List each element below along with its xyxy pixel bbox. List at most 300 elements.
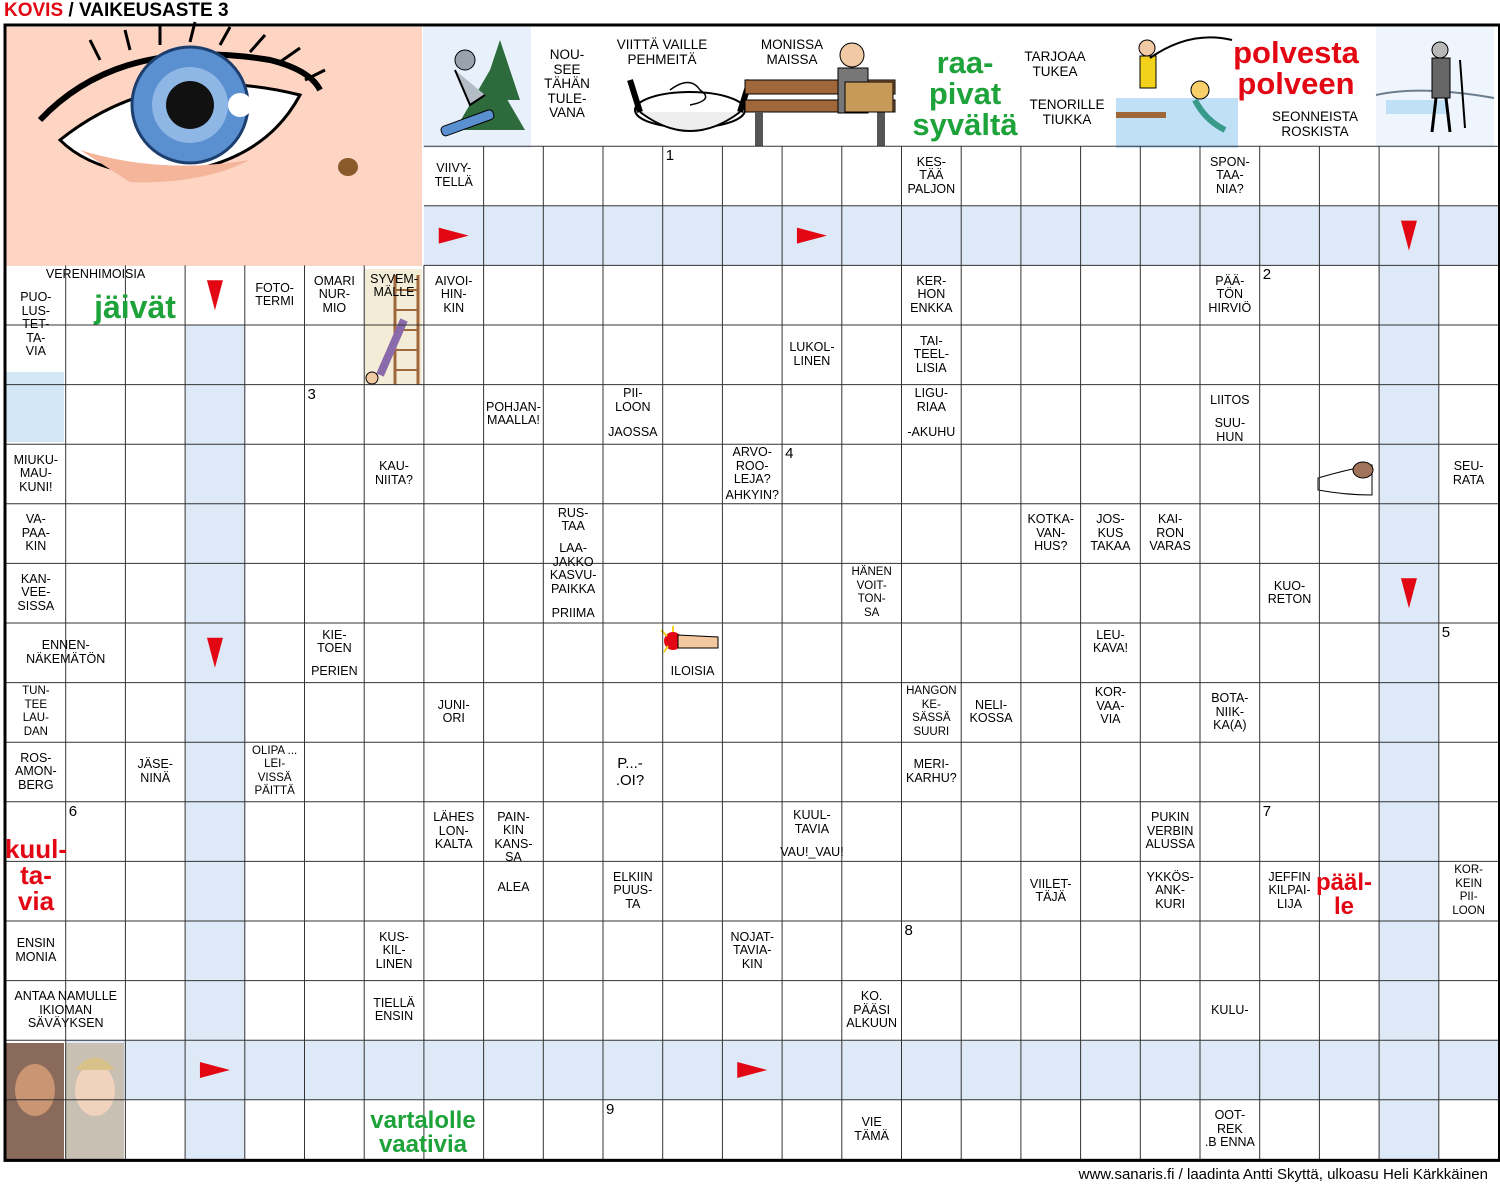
answer-cell[interactable] (484, 683, 544, 743)
answer-cell[interactable] (364, 861, 424, 921)
answer-cell[interactable] (1140, 981, 1200, 1041)
answer-cell[interactable] (1379, 444, 1439, 504)
answer-cell[interactable] (66, 1100, 126, 1160)
answer-cell[interactable] (245, 385, 305, 445)
answer-cell[interactable] (484, 206, 544, 266)
answer-cell[interactable] (364, 504, 424, 564)
answer-cell[interactable] (1379, 1040, 1439, 1100)
answer-cell[interactable] (1140, 683, 1200, 743)
answer-cell[interactable] (543, 1100, 603, 1160)
answer-cell[interactable] (484, 504, 544, 564)
answer-cell[interactable] (1140, 385, 1200, 445)
answer-cell[interactable] (1140, 1100, 1200, 1160)
answer-cell[interactable] (1081, 563, 1141, 623)
answer-cell[interactable] (902, 802, 962, 862)
answer-cell[interactable] (364, 742, 424, 802)
answer-cell[interactable] (484, 444, 544, 504)
answer-cell[interactable] (603, 206, 663, 266)
answer-cell[interactable] (1379, 861, 1439, 921)
answer-cell[interactable] (125, 623, 185, 683)
answer-cell[interactable] (305, 742, 365, 802)
answer-cell[interactable] (722, 265, 782, 325)
answer-cell[interactable] (1200, 861, 1260, 921)
answer-cell[interactable] (245, 981, 305, 1041)
answer-cell[interactable] (6, 1100, 66, 1160)
answer-cell[interactable] (1260, 1040, 1320, 1100)
answer-cell[interactable] (1319, 1040, 1379, 1100)
answer-cell[interactable] (543, 444, 603, 504)
answer-cell[interactable] (1021, 683, 1081, 743)
answer-cell[interactable] (663, 742, 723, 802)
answer-cell[interactable] (1260, 1100, 1320, 1160)
answer-cell[interactable] (1319, 921, 1379, 981)
answer-cell[interactable] (364, 385, 424, 445)
answer-cell[interactable] (1319, 1100, 1379, 1160)
answer-cell[interactable] (364, 802, 424, 862)
answer-cell[interactable] (1260, 683, 1320, 743)
answer-cell[interactable] (1319, 325, 1379, 385)
answer-cell[interactable] (1081, 206, 1141, 266)
answer-cell[interactable] (961, 861, 1021, 921)
answer-cell[interactable] (1379, 385, 1439, 445)
answer-cell[interactable] (842, 504, 902, 564)
answer-cell[interactable] (842, 802, 902, 862)
answer-cell[interactable] (1081, 444, 1141, 504)
answer-cell[interactable] (961, 742, 1021, 802)
answer-cell[interactable] (125, 1040, 185, 1100)
answer-cell[interactable] (66, 742, 126, 802)
answer-cell[interactable] (305, 683, 365, 743)
answer-cell[interactable] (125, 1100, 185, 1160)
answer-cell[interactable] (902, 206, 962, 266)
answer-cell[interactable] (66, 563, 126, 623)
answer-cell[interactable] (722, 742, 782, 802)
answer-cell[interactable] (782, 504, 842, 564)
answer-cell[interactable] (782, 385, 842, 445)
answer-cell[interactable] (125, 981, 185, 1041)
answer-cell[interactable] (305, 1100, 365, 1160)
answer-cell[interactable] (1140, 1040, 1200, 1100)
answer-cell[interactable] (603, 444, 663, 504)
answer-cell[interactable] (185, 802, 245, 862)
answer-cell[interactable] (1379, 623, 1439, 683)
answer-cell[interactable] (66, 504, 126, 564)
answer-cell[interactable] (902, 444, 962, 504)
answer-cell[interactable] (961, 1040, 1021, 1100)
answer-cell[interactable] (663, 981, 723, 1041)
answer-cell[interactable] (1439, 683, 1499, 743)
answer-cell[interactable] (902, 504, 962, 564)
answer-cell[interactable] (1319, 385, 1379, 445)
answer-cell[interactable] (1021, 921, 1081, 981)
answer-cell[interactable] (1081, 1100, 1141, 1160)
answer-cell[interactable] (245, 1040, 305, 1100)
answer-cell[interactable] (722, 206, 782, 266)
answer-cell[interactable] (1140, 325, 1200, 385)
answer-cell[interactable] (902, 981, 962, 1041)
answer-cell[interactable] (782, 981, 842, 1041)
answer-cell[interactable] (543, 385, 603, 445)
answer-cell[interactable] (961, 504, 1021, 564)
answer-cell[interactable] (722, 146, 782, 206)
answer-cell[interactable] (1439, 385, 1499, 445)
answer-cell[interactable] (663, 504, 723, 564)
answer-cell[interactable] (1439, 742, 1499, 802)
answer-cell[interactable] (961, 444, 1021, 504)
answer-cell[interactable] (1021, 265, 1081, 325)
answer-cell[interactable] (1319, 683, 1379, 743)
answer-cell[interactable] (842, 742, 902, 802)
answer-cell[interactable] (722, 683, 782, 743)
answer-cell[interactable] (1140, 146, 1200, 206)
answer-cell[interactable] (185, 742, 245, 802)
answer-cell[interactable] (603, 802, 663, 862)
answer-cell[interactable] (1439, 981, 1499, 1041)
answer-cell[interactable] (961, 1100, 1021, 1160)
answer-cell[interactable] (543, 981, 603, 1041)
answer-cell[interactable] (961, 563, 1021, 623)
answer-cell[interactable] (543, 265, 603, 325)
answer-cell[interactable] (722, 325, 782, 385)
answer-cell[interactable] (245, 504, 305, 564)
answer-cell[interactable] (185, 444, 245, 504)
answer-cell[interactable] (902, 1100, 962, 1160)
answer-cell[interactable] (842, 265, 902, 325)
answer-cell[interactable] (1379, 742, 1439, 802)
answer-cell[interactable] (125, 683, 185, 743)
answer-cell[interactable] (543, 206, 603, 266)
answer-cell[interactable] (961, 623, 1021, 683)
answer-cell[interactable] (663, 861, 723, 921)
answer-cell[interactable] (1260, 504, 1320, 564)
answer-cell[interactable] (66, 444, 126, 504)
answer-cell[interactable] (424, 325, 484, 385)
answer-cell[interactable] (305, 444, 365, 504)
answer-cell[interactable] (125, 444, 185, 504)
answer-cell[interactable] (424, 385, 484, 445)
answer-cell[interactable] (245, 683, 305, 743)
answer-cell[interactable] (1140, 623, 1200, 683)
answer-cell[interactable] (66, 1040, 126, 1100)
answer-cell[interactable] (305, 563, 365, 623)
answer-cell[interactable] (1439, 563, 1499, 623)
answer-cell[interactable] (1081, 742, 1141, 802)
answer-cell[interactable] (424, 861, 484, 921)
answer-cell[interactable] (66, 325, 126, 385)
answer-cell[interactable] (245, 921, 305, 981)
answer-cell[interactable] (424, 921, 484, 981)
answer-cell[interactable] (961, 206, 1021, 266)
answer-cell[interactable] (603, 1040, 663, 1100)
answer-cell[interactable] (543, 325, 603, 385)
answer-cell[interactable] (1081, 921, 1141, 981)
answer-cell[interactable] (1260, 146, 1320, 206)
answer-cell[interactable] (1081, 146, 1141, 206)
answer-cell[interactable] (245, 861, 305, 921)
answer-cell[interactable] (961, 921, 1021, 981)
answer-cell[interactable] (1140, 921, 1200, 981)
answer-cell[interactable] (66, 861, 126, 921)
answer-cell[interactable] (663, 1040, 723, 1100)
answer-cell[interactable] (1200, 325, 1260, 385)
answer-cell[interactable] (961, 385, 1021, 445)
answer-cell[interactable] (902, 623, 962, 683)
answer-cell[interactable] (842, 325, 902, 385)
answer-cell[interactable] (1200, 921, 1260, 981)
answer-cell[interactable] (1439, 504, 1499, 564)
answer-cell[interactable] (424, 623, 484, 683)
answer-cell[interactable] (1200, 802, 1260, 862)
answer-cell[interactable] (1021, 444, 1081, 504)
answer-cell[interactable] (663, 563, 723, 623)
answer-cell[interactable] (842, 146, 902, 206)
answer-cell[interactable] (961, 325, 1021, 385)
answer-cell[interactable] (842, 921, 902, 981)
answer-cell[interactable] (1439, 921, 1499, 981)
answer-cell[interactable] (603, 265, 663, 325)
answer-cell[interactable] (782, 683, 842, 743)
answer-cell[interactable] (1379, 1100, 1439, 1160)
answer-cell[interactable] (1200, 1040, 1260, 1100)
answer-cell[interactable] (484, 921, 544, 981)
answer-cell[interactable] (1379, 683, 1439, 743)
answer-cell[interactable] (424, 563, 484, 623)
answer-cell[interactable] (722, 802, 782, 862)
answer-cell[interactable] (185, 385, 245, 445)
answer-cell[interactable] (663, 1100, 723, 1160)
answer-cell[interactable] (663, 921, 723, 981)
answer-cell[interactable] (1319, 206, 1379, 266)
answer-cell[interactable] (484, 265, 544, 325)
answer-cell[interactable] (305, 802, 365, 862)
answer-cell[interactable] (1081, 325, 1141, 385)
answer-cell[interactable] (842, 385, 902, 445)
answer-cell[interactable] (1021, 623, 1081, 683)
answer-cell[interactable] (1379, 802, 1439, 862)
answer-cell[interactable] (1439, 1040, 1499, 1100)
answer-cell[interactable] (1021, 385, 1081, 445)
answer-cell[interactable] (543, 146, 603, 206)
answer-cell[interactable] (961, 981, 1021, 1041)
answer-cell[interactable] (245, 325, 305, 385)
answer-cell[interactable] (484, 981, 544, 1041)
answer-cell[interactable] (603, 921, 663, 981)
answer-cell[interactable] (1260, 325, 1320, 385)
answer-cell[interactable] (1081, 981, 1141, 1041)
answer-cell[interactable] (1439, 146, 1499, 206)
answer-cell[interactable] (603, 146, 663, 206)
answer-cell[interactable] (1319, 623, 1379, 683)
answer-cell[interactable] (305, 325, 365, 385)
answer-cell[interactable] (782, 1040, 842, 1100)
answer-cell[interactable] (185, 1100, 245, 1160)
answer-cell[interactable] (125, 563, 185, 623)
answer-cell[interactable] (424, 504, 484, 564)
answer-cell[interactable] (185, 325, 245, 385)
answer-cell[interactable] (842, 206, 902, 266)
answer-cell[interactable] (1021, 563, 1081, 623)
answer-cell[interactable] (722, 504, 782, 564)
answer-cell[interactable] (1021, 1100, 1081, 1160)
answer-cell[interactable] (603, 504, 663, 564)
answer-cell[interactable] (185, 683, 245, 743)
answer-cell[interactable] (245, 563, 305, 623)
answer-cell[interactable] (305, 504, 365, 564)
answer-cell[interactable] (842, 861, 902, 921)
answer-cell[interactable] (782, 265, 842, 325)
answer-cell[interactable] (424, 742, 484, 802)
answer-cell[interactable] (603, 325, 663, 385)
answer-cell[interactable] (663, 683, 723, 743)
answer-cell[interactable] (782, 563, 842, 623)
answer-cell[interactable] (364, 563, 424, 623)
answer-cell[interactable] (961, 146, 1021, 206)
answer-cell[interactable] (543, 861, 603, 921)
answer-cell[interactable] (603, 981, 663, 1041)
answer-cell[interactable] (1379, 921, 1439, 981)
answer-cell[interactable] (305, 981, 365, 1041)
answer-cell[interactable] (364, 623, 424, 683)
answer-cell[interactable] (484, 742, 544, 802)
answer-cell[interactable] (1319, 742, 1379, 802)
answer-cell[interactable] (663, 325, 723, 385)
answer-cell[interactable] (1021, 206, 1081, 266)
answer-cell[interactable] (1439, 802, 1499, 862)
answer-cell[interactable] (902, 861, 962, 921)
answer-cell[interactable] (1379, 146, 1439, 206)
answer-cell[interactable] (1081, 265, 1141, 325)
answer-cell[interactable] (722, 1100, 782, 1160)
answer-cell[interactable] (185, 921, 245, 981)
answer-cell[interactable] (1021, 1040, 1081, 1100)
answer-cell[interactable] (1081, 802, 1141, 862)
answer-cell[interactable] (722, 563, 782, 623)
answer-cell[interactable] (543, 1040, 603, 1100)
answer-cell[interactable] (1081, 861, 1141, 921)
answer-cell[interactable] (722, 861, 782, 921)
answer-cell[interactable] (245, 623, 305, 683)
answer-cell[interactable] (125, 325, 185, 385)
answer-cell[interactable] (1140, 206, 1200, 266)
answer-cell[interactable] (782, 623, 842, 683)
answer-cell[interactable] (1260, 444, 1320, 504)
answer-cell[interactable] (1319, 981, 1379, 1041)
answer-cell[interactable] (305, 861, 365, 921)
answer-cell[interactable] (782, 861, 842, 921)
answer-cell[interactable] (1260, 742, 1320, 802)
answer-cell[interactable] (245, 802, 305, 862)
answer-cell[interactable] (484, 1040, 544, 1100)
answer-cell[interactable] (842, 683, 902, 743)
answer-cell[interactable] (782, 742, 842, 802)
answer-cell[interactable] (1379, 504, 1439, 564)
answer-cell[interactable] (543, 802, 603, 862)
answer-cell[interactable] (1021, 802, 1081, 862)
answer-cell[interactable] (961, 265, 1021, 325)
answer-cell[interactable] (842, 623, 902, 683)
answer-cell[interactable] (185, 563, 245, 623)
answer-cell[interactable] (125, 802, 185, 862)
answer-cell[interactable] (1260, 623, 1320, 683)
answer-cell[interactable] (961, 802, 1021, 862)
answer-cell[interactable] (1319, 504, 1379, 564)
answer-cell[interactable] (185, 504, 245, 564)
answer-cell[interactable] (1200, 742, 1260, 802)
answer-cell[interactable] (782, 921, 842, 981)
answer-cell[interactable] (424, 981, 484, 1041)
answer-cell[interactable] (1021, 742, 1081, 802)
answer-cell[interactable] (305, 1040, 365, 1100)
answer-cell[interactable] (1140, 265, 1200, 325)
answer-cell[interactable] (6, 1040, 66, 1100)
answer-cell[interactable] (424, 1040, 484, 1100)
answer-cell[interactable] (603, 683, 663, 743)
answer-cell[interactable] (603, 563, 663, 623)
answer-cell[interactable] (125, 504, 185, 564)
answer-cell[interactable] (782, 146, 842, 206)
answer-cell[interactable] (1439, 1100, 1499, 1160)
answer-cell[interactable] (1319, 146, 1379, 206)
answer-cell[interactable] (603, 623, 663, 683)
answer-cell[interactable] (663, 265, 723, 325)
answer-cell[interactable] (1260, 921, 1320, 981)
answer-cell[interactable] (1200, 444, 1260, 504)
answer-cell[interactable] (1081, 1040, 1141, 1100)
answer-cell[interactable] (663, 802, 723, 862)
answer-cell[interactable] (1200, 504, 1260, 564)
answer-cell[interactable] (1140, 742, 1200, 802)
answer-cell[interactable] (364, 1040, 424, 1100)
answer-cell[interactable] (842, 1040, 902, 1100)
answer-cell[interactable] (902, 563, 962, 623)
answer-cell[interactable] (543, 623, 603, 683)
answer-cell[interactable] (1021, 146, 1081, 206)
answer-cell[interactable] (1319, 563, 1379, 623)
answer-cell[interactable] (364, 683, 424, 743)
answer-cell[interactable] (245, 444, 305, 504)
answer-cell[interactable] (1439, 325, 1499, 385)
answer-cell[interactable] (842, 444, 902, 504)
answer-cell[interactable] (722, 385, 782, 445)
answer-cell[interactable] (1439, 206, 1499, 266)
answer-cell[interactable] (1379, 981, 1439, 1041)
answer-cell[interactable] (902, 1040, 962, 1100)
answer-cell[interactable] (1260, 206, 1320, 266)
answer-cell[interactable] (245, 1100, 305, 1160)
answer-cell[interactable] (663, 385, 723, 445)
answer-cell[interactable] (66, 683, 126, 743)
answer-cell[interactable] (185, 981, 245, 1041)
answer-cell[interactable] (125, 861, 185, 921)
answer-cell[interactable] (484, 1100, 544, 1160)
answer-cell[interactable] (663, 206, 723, 266)
answer-cell[interactable] (1260, 385, 1320, 445)
answer-cell[interactable] (305, 921, 365, 981)
answer-cell[interactable] (543, 742, 603, 802)
answer-cell[interactable] (66, 385, 126, 445)
answer-cell[interactable] (1379, 265, 1439, 325)
answer-cell[interactable] (722, 623, 782, 683)
answer-cell[interactable] (1439, 265, 1499, 325)
answer-cell[interactable] (6, 385, 66, 445)
answer-cell[interactable] (1200, 563, 1260, 623)
answer-cell[interactable] (484, 325, 544, 385)
answer-cell[interactable] (1140, 563, 1200, 623)
answer-cell[interactable] (1379, 325, 1439, 385)
answer-cell[interactable] (663, 444, 723, 504)
answer-cell[interactable] (1319, 802, 1379, 862)
answer-cell[interactable] (125, 921, 185, 981)
